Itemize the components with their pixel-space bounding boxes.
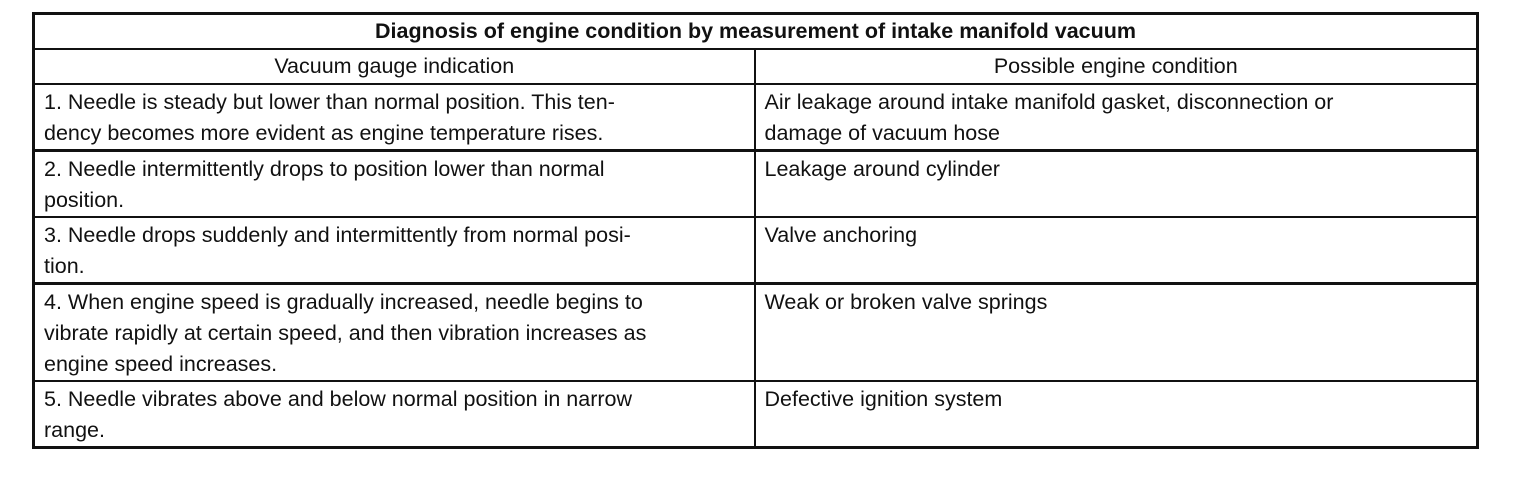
condition-text: Valve anchoring [764,223,918,247]
table-row [34,284,1478,382]
condition-text: Air leakage around intake manifold gasket, disconnection or damage of vacuum hose [764,90,1334,145]
indication-text: 1. Needle is steady but lower than normal position. This ten- dency becomes more evident as engine temperature rises. [44,90,615,145]
condition-text: Weak or broken valve springs [764,290,1048,314]
indication-text: 5. Needle vibrates above and below normal position in narrow range. [44,387,633,442]
table-row [34,381,1478,448]
indication-cell [34,151,755,218]
diagnosis-table [32,12,1479,449]
condition-cell [755,217,1478,284]
indication-text: 2. Needle intermittently drops to position lower than normal position. [44,157,605,212]
indication-cell [34,84,755,151]
table-title-row [34,14,1478,50]
table-row [34,151,1478,218]
table-row [34,217,1478,284]
indication-text: 3. Needle drops suddenly and intermittently from normal posi- tion. [44,223,631,278]
condition-cell [755,84,1478,151]
indication-text: 4. When engine speed is gradually increased, needle begins to vibrate rapidly at certain speed, and then vibration increases as engine speed increases. [44,290,647,376]
condition-text: Defective ignition system [764,387,1003,411]
indication-cell [34,381,755,448]
column-header-condition: Possible engine condition [755,49,1478,84]
table-title: Diagnosis of engine condition by measurement of intake manifold vacuum [34,14,1478,50]
indication-cell [34,284,755,382]
condition-cell [755,284,1478,382]
table-header-row [34,49,1478,84]
column-header-indication: Vacuum gauge indication [34,49,755,84]
condition-text: Leakage around cylinder [764,157,1000,181]
indication-cell [34,217,755,284]
table-row [34,84,1478,151]
condition-cell [755,381,1478,448]
condition-cell [755,151,1478,218]
